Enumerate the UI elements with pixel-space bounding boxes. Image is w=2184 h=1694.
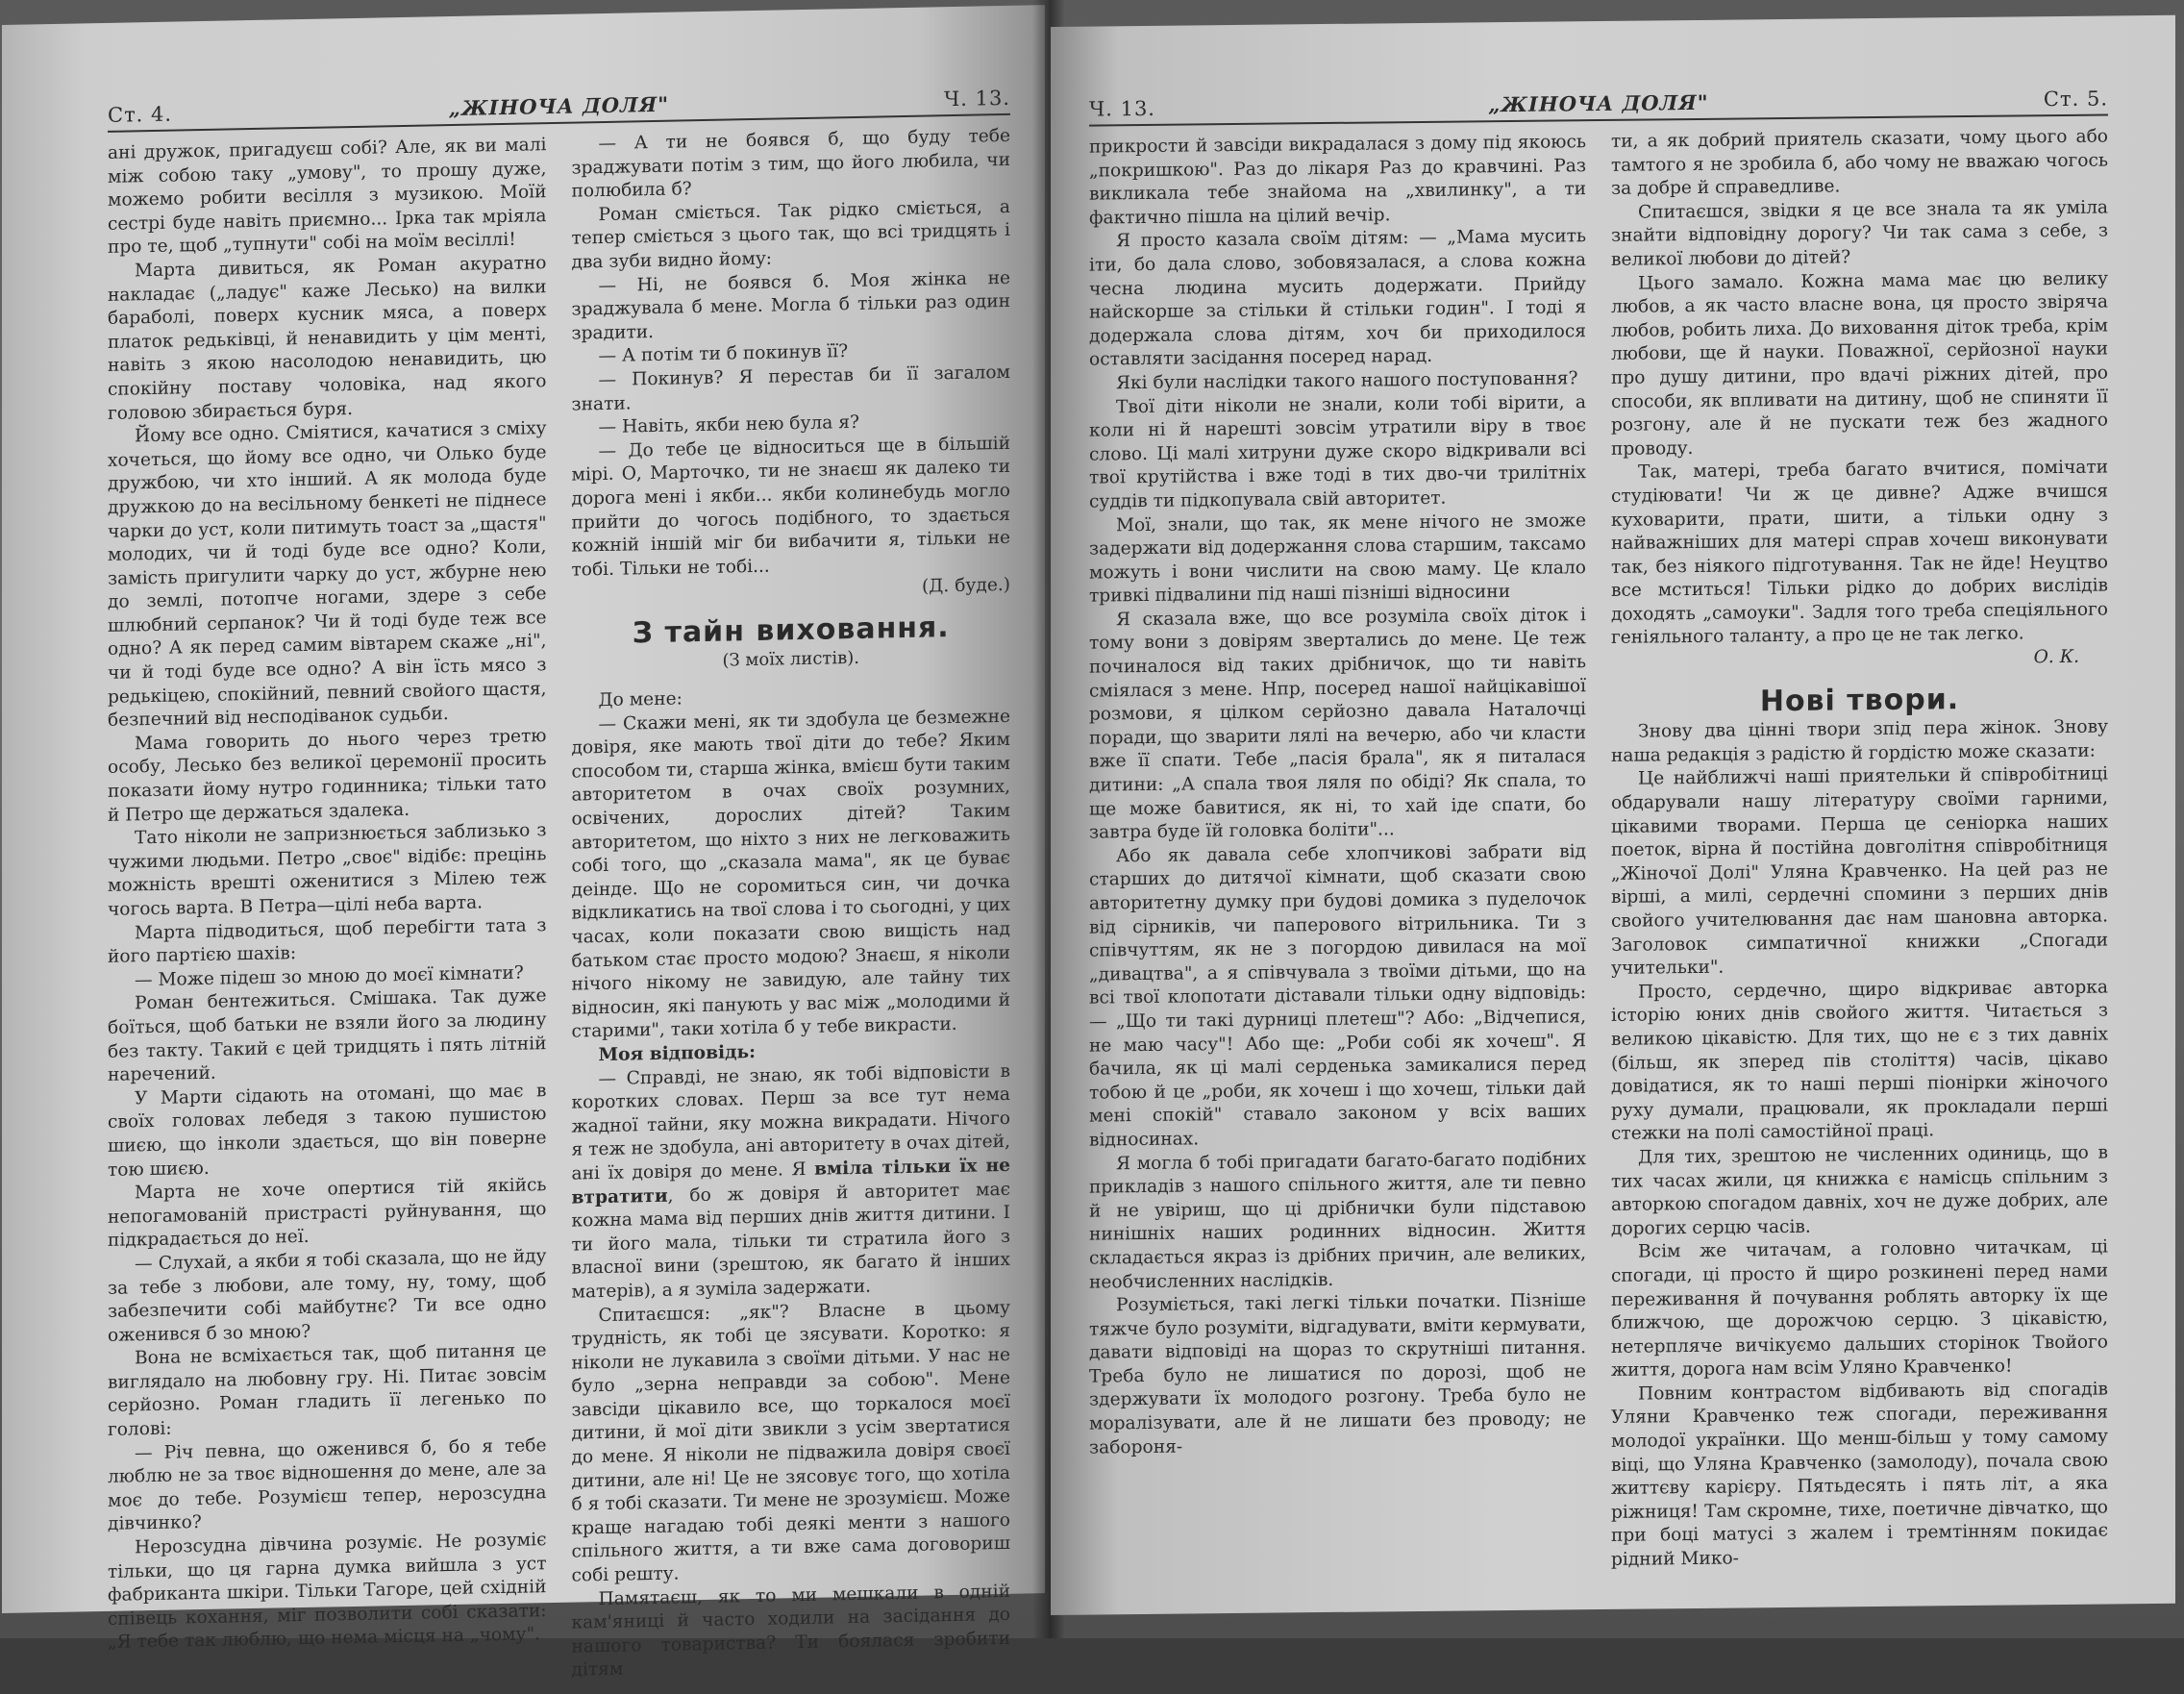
paragraph: Для тих, зрештою не численних одиниць, що в тих часах жили, ця книжка є намісць спільним з авторкою спогадом давніх, хоч не дуже добрих, але дорогих серцю часів.	[1611, 1142, 2108, 1239]
right-column-1	[1089, 131, 1586, 1578]
right-issue-number: Ч. 13.	[1089, 96, 1155, 121]
left-column-2	[572, 125, 1011, 1683]
left-page-number: Ст. 4.	[108, 102, 173, 127]
paragraph: Просто, сердечно, щиро відкриває авторка історію юних днів свойого життя. Читається з великою цікавістю. Для тих, що не є з тих давніх (більш, як зпеpед пів століття) часів, цікаво довідатися, як то наші перші піонірки жіночого руху думали, працювали, як прокладали перші стежки на полі самостійної праці.	[1611, 977, 2108, 1145]
dialog-line: — До тебе це відноситься ще в більшій мірі. О, Марточко, ти не знаєш як далеко ти дорога мені і якби... якби колинебудь могло прийти до чогось подібного, то здається кожній іншій міг би вибачити я, тільки не тобі. Тільки не тобі...	[571, 433, 1010, 581]
paragraph: ані дружок, пригадуєш собі? Але, як ви малі між собою таку „умову", то прошу дуже, можемо робити весілля з музикою. Моїй сестрі буде навіть приємно... Ірка так мріяла про те, щоб „тупнути" собі на моїм весіллі!	[108, 135, 547, 259]
paragraph: Йому все одно. Сміятися, качатися з сміху хочеться, що йому все одно, чи Олько буде дружбою, чи хто інший. А як молода буде дружкою до на весільному бенкеті не піднесе чарки до уст, коли питимуть тоаст за „щастя" молодих, чи й тоді буде все одно? Коли, замість пригулити чарку до уст, жбурне нею до землі, потопче ногами, здере з себе шлюбний серпанок? Чи й тоді буде теж все одно? А як перед самим вівтарем скаже „ні", чи й тоді буде все одно? А він їсть мясо з редькіцею, спокійний, певний свойого щастя, безпечний від несподіванок судьби.	[108, 418, 547, 732]
paragraph: — Річ певна, що оженився б, бо я тебе люблю не за твоє відношення до мене, але за моє до тебе. Розумієш тепер, нерозсудна дівчинко?	[108, 1434, 547, 1535]
paragraph: Я просто казала своїм дітям: — „Мама мусить іти, бо дала слово, зобовязалася, а слова кожна чесна людина мусить додержати. Прийду найскорше за стільки й стільки годин". І тоді я додержала слова дітям, хоч би приходилося оставляти засідання посеред нарад.	[1089, 226, 1586, 370]
paragraph: Спитаєшся: „як"? Власне в цьому трудність, як тобі це зясувати. Коротко: я ніколи не лукавила з своїми дітьми. У нас не було „зерна неправди за собою". Мене завсіди цікавило все, що торкалося моєї дитини, й мої діти звикли з усім звертатися до мене. Я ніколи не підважила довіря своєї дитини, але ні! Це не зясовує того, що хотіла б я тобі сказати. Ти мене не зрозумієш. Може краще нагадаю тобі деякі менти з нашого спільного життя, а ти вже сама договориш собі решту.	[571, 1297, 1010, 1586]
paragraph: Я сказала вже, що все розуміла своїх діток і тому вони з довірям звертались до мене. Це теж починалося від таких дрібничок, що ти навіть сміялася з мене. Нпр, посеред нашої найцікавішої розмови, я цілком серйозно давала Наталочці поради, що зварити лялі на вечерю, або чи класти вже її спати. Тебе „пасія брала", як я питалася дитини: „А спала твоя ляля по обіді? Як спала, то ще може бавитися, як ні, то хай іде спати, бо завтра буде їй головка боліти"...	[1089, 605, 1586, 843]
left-running-title: „ЖІНОЧА ДОЛЯ"	[448, 91, 670, 121]
left-page-header	[108, 73, 1010, 133]
paragraph: — Може підеш зо мною до моєї кімнати?	[135, 962, 524, 991]
right-page-header	[1089, 73, 2108, 126]
left-issue-number: Ч. 13.	[944, 86, 1010, 112]
paragraph: Роман бентежиться. Смішака. Так дуже боїться, щоб батьки не взяли його за людину без такту. Такий є цей тридцять і пять літній наречений.	[108, 985, 547, 1086]
paragraph: Мама говорить до нього через третю особу, Лесько без великої церемонії просить показати йому нутро годинника; тільки тато й Петро ще держаться здалека.	[108, 725, 547, 826]
salutation: До мене:	[598, 688, 682, 711]
paragraph: — Скажи мені, як ти здобула це безмежне довіря, яке мають твої діти до тебе? Яким способом ти, старша жінка, вмієш бути таким авторитетом в очах своїх розумних, освічених, дорослих дітей? Таким авторитетом, що ніхто з них не легковажить собі того, що „сказала мама", як це буває деінде. Що не соромиться син, чи дочка відкликатись на твої слова і то сьогодні, у цих часах, коли показати свою вищість над батьком стає просто модою? Знаєш, я ніколи нічого нікому не завидую, але тайну тих відносин, які панують у вас між „молодими й старими", таки хотіла б у тебе викрасти.	[571, 706, 1010, 1042]
paragraph: Я могла б тобі пригадати багато-багато подібних прикладів з нашого спільного життя, але ти певно й не увіриш, що ці дрібнички були підставою нинішніх наших родинних відносин. Життя складається якраз із дрібних причин, але великих, необчисленних наслідків.	[1089, 1148, 1586, 1293]
paragraph: Марта не хоче опертися тій якійсь непогамованій пристрасті руйнування, що підкрадається до неї.	[108, 1175, 547, 1252]
left-column-1	[108, 134, 547, 1692]
to-be-continued: (Д. буде.)	[922, 575, 1010, 597]
dialog-line: — Покинув? Я перестав би її загалом знати.	[571, 361, 1010, 415]
paragraph: Знову два цінні твори зпід пера жінок. Знову наша редакція з радістю й гордістю може сказати:	[1611, 716, 2108, 766]
paragraph: Розуміється, такі легкі тільки початки. Пізніше тяжче було розуміти, відгадувати, вміти кермувати, давати відповіді на щораз то скрутніші питання. Треба було не лишатися по дорозі, щоб не здержувати їх молодого розгону. Треба було не моралізувати, але й не лишати без проводу; не забороня-	[1089, 1290, 1586, 1458]
paragraph: Тато ніколи не запризнюється заблизько з чужими людьми. Петро „своє" відібє: прецінь можність врешті оженитися з Мілею теж чогось варта. В Петра—цілі неба варта.	[108, 820, 547, 920]
paragraph: Мої, знали, що так, як мене нічого не зможе задержати від додержання слова старшим, таксамо можуть і вони числити на свою маму. Це клало тривкі підвалини під наші пізніші відносини	[1089, 510, 1586, 607]
article-subtitle: (З моїх листів).	[722, 648, 860, 672]
dialog-line: — Навіть, якби нею була я?	[598, 411, 859, 438]
article-title: З тайн виховання.	[632, 610, 950, 651]
article-title: Нові твори.	[1759, 682, 1960, 718]
right-page	[1051, 15, 2175, 1615]
paragraph: Це найближчі наші приятельки й співробітниці обдарували нашу літературу своїми гарними, цікавими творами. Перша це сеніорка наших поеток, вірна й постійна довголітня співробітниця „Жіночої Долі" Уляна Кравченко. На цей раз не вірші, а милі, сердечні спомини з перших днів свойого учителювання дає нам шановна авторка. Заголовок симпатичної книжки „Спогади учительки".	[1611, 763, 2108, 980]
right-running-title: „ЖІНОЧА ДОЛЯ"	[1488, 89, 1709, 117]
paragraph: Роман сміється. Так рідко сміється, а тепер сміється з цього так, що всі тридцять і два зуби видно йому:	[571, 196, 1010, 273]
reply-heading: Моя відповідь:	[598, 1041, 756, 1066]
left-columns	[108, 125, 1010, 1692]
paragraph: ти, а як добрий приятель сказати, чому цього або тамтого я не зробила б, або чому не вважаю чогось за добре й справедливе.	[1611, 126, 2108, 200]
paragraph: прикрости й завсіди викрадалася з дому під якоюсь „покришкою". Раз до лікаря Раз до кравчині. Раз викликала тебе знайома на „хвилинку", а ти фактично пішла на цілий вечір.	[1089, 132, 1586, 229]
paragraph: У Марти сідають на отомані, що має в своїх головах лебедя з такою пушистою шиєю, що інколи здається, що він поверне тою шиєю.	[108, 1080, 547, 1181]
reply-text-2: , бо ж довіря й авторитет має кожна мама від перших днів життя дитини. І ти його мала, тільки ти стратила його з власної вини (зрештою, як багато й інших матерів), а я зуміла задержати.	[571, 1179, 1010, 1303]
dialog-line: — А потім ти б покинув її?	[598, 341, 849, 367]
right-page-number: Ст. 5.	[2043, 87, 2108, 112]
paragraph: Нерозсудна дівчина розуміє. Не розуміє тільки, що ця гарна думка вийшла з уст фабриканта шкіри. Тільки Тагоре, цей східній співець кохання, міг позволити собі сказати: „Я тебе так люблю, що нема місця на „чому".	[108, 1530, 547, 1654]
paragraph: Марта дивиться, як Роман акуратно накладає („ладує" каже Лесько) на вилки бараболі, поверх кусник мяса, а поверх платок редьківці, й ненавидить у цім менті, навіть з якою насолодою ненавидить, цю спокійну поставу чоловіка, над якого головою збирається буря.	[108, 253, 547, 424]
paragraph: Цього замало. Кожна мама має цю велику любов, а як часто власне вона, ця просто звіряча любов, робить лиха. До виховання діток треба, крім любови, ще й науки. Поважної, серйозної науки про душу дитини, про вдачі ріжних дітей, про способи, як впливати на дитину, щоб не спиняти її розгону, але й не пускати теж без жадного проводу.	[1611, 268, 2108, 460]
dialog-line: — А ти не боявся б, що буду тебе зраджувати потім з тим, що його любила, чи полюбила б?	[571, 125, 1010, 202]
right-column-2	[1611, 125, 2108, 1572]
paragraph: Так, матері, треба багато вчитися, помічати студіювати! Чи ж це дивне? Адже вчишся куховарити, прати, шити, а тільки одну з найважніших для матері справ хочеш виконувати так, без ніякого підготування. Так не йде! Неуцтво все мститься! Тільки рідко до добрих вислідів доходять „самоуки". Задля того треба спеціяльного геніяльного таланту, а про це не так легко.	[1611, 457, 2108, 649]
dialog-line: — Ні, не боявся б. Моя жінка не зраджувала б мене. Могла б тільки раз один зрадити.	[571, 267, 1010, 344]
paragraph: Твої діти ніколи не знали, коли тобі вірити, а коли ні й нарешті зовсім утратили віру в твоє слово. Ці малі хитруни дуже скоро відкривали всі твої крутійства і вже тоді в тих дво-чи трилітніх суддів ти підкопувала свій авторитет.	[1089, 391, 1586, 512]
left-page	[2, 5, 1045, 1682]
right-columns	[1089, 125, 2108, 1578]
paragraph: Вона не всміхається так, щоб питання це виглядало на любовну гру. Ні. Питає зовсім серйозно. Роман гладить її легенько по голові:	[108, 1340, 547, 1440]
paragraph: Повним контрастом відбивають від спогадів Уляни Кравченко теж спогади, переживання молодої українки. Що менш-більш у тому самому віці, що Уляна Кравченко (замолоду), почала свою життєву карієру. Пятьдесять і пять літ, а яка ріжниця! Там скромне, тихе, поетичне дівчатко, що при боці матусі з жалем і тремтінням покидає рідний Мико-	[1611, 1379, 2108, 1570]
paragraph: Марта підводиться, щоб перебігти тата з його партією шахів:	[108, 914, 547, 968]
reply-paragraph	[572, 1059, 1011, 1305]
reply-emphasis: вміла тільки їх не втратити	[571, 1155, 1010, 1208]
paragraph: Які були наслідки такого нашого поступовання?	[1116, 368, 1578, 394]
author-signature: О. К.	[2033, 646, 2079, 668]
paragraph: Або як давала себе хлопчикові забрати від старших до дитячої кімнати, щоб сказати свою авторитетну думку при будові домика з пуделочок від сірників, чи паперового вітрильника. Ти з співчуттям, як не з погордою дивилася на мої „дивацтва", а я співчувала з твоїми дітьми, що на всі твої клопотати діставали тільки одну відповідь: — „Що ти такі дурниці плетеш"? Або: „Відчепися, не маю часу"! Або ще: „Роби собі як хочеш". Я бачила, як ці малі серденька замикалися перед тобою й це „роби, як хочеш і що хочеш, тільки дай мені спокій" ставало законом у всіх ваших відносинах.	[1089, 840, 1586, 1151]
paragraph: Памятаєш, як то ми мешкали в одній кам'яниці й часто ходили на засідання до нашого товариства? Ти боялася зробити дітям	[571, 1581, 1010, 1682]
paragraph: Всім же читачам, а головно читачкам, ці спогади, ці просто й щиро розкинені перед нами переживання й почування роблять авторку їх ще ближчою, ще дорожчою серцю. З цікавістю, нетерпляче вичікуємо дальших сторінок Твойого життя, дорога нам всім Уляно Кравченко!	[1611, 1236, 2108, 1382]
paragraph: — Слухай, а якби я тобі сказала, що не йду за тебе з любови, але тому, ну, тому, щоб забезпечити собі майбутнє? Ти все одно оженився б зо мною?	[108, 1246, 547, 1346]
paragraph: Спитаєшся, звідки я це все знала та як уміла знайти відповідну дорогу? Чи так сама з себе, з великої любови до дітей?	[1611, 197, 2108, 270]
reply-text-1: — Справді, не знаю, як тобі відповісти в коротких словах. Перш за все тут нема жадної тайни, яку можна викрадати. Нічого я теж не здобула, ані авторитету в очах дітей, ані їх довіря до мене. Я	[571, 1060, 1010, 1184]
